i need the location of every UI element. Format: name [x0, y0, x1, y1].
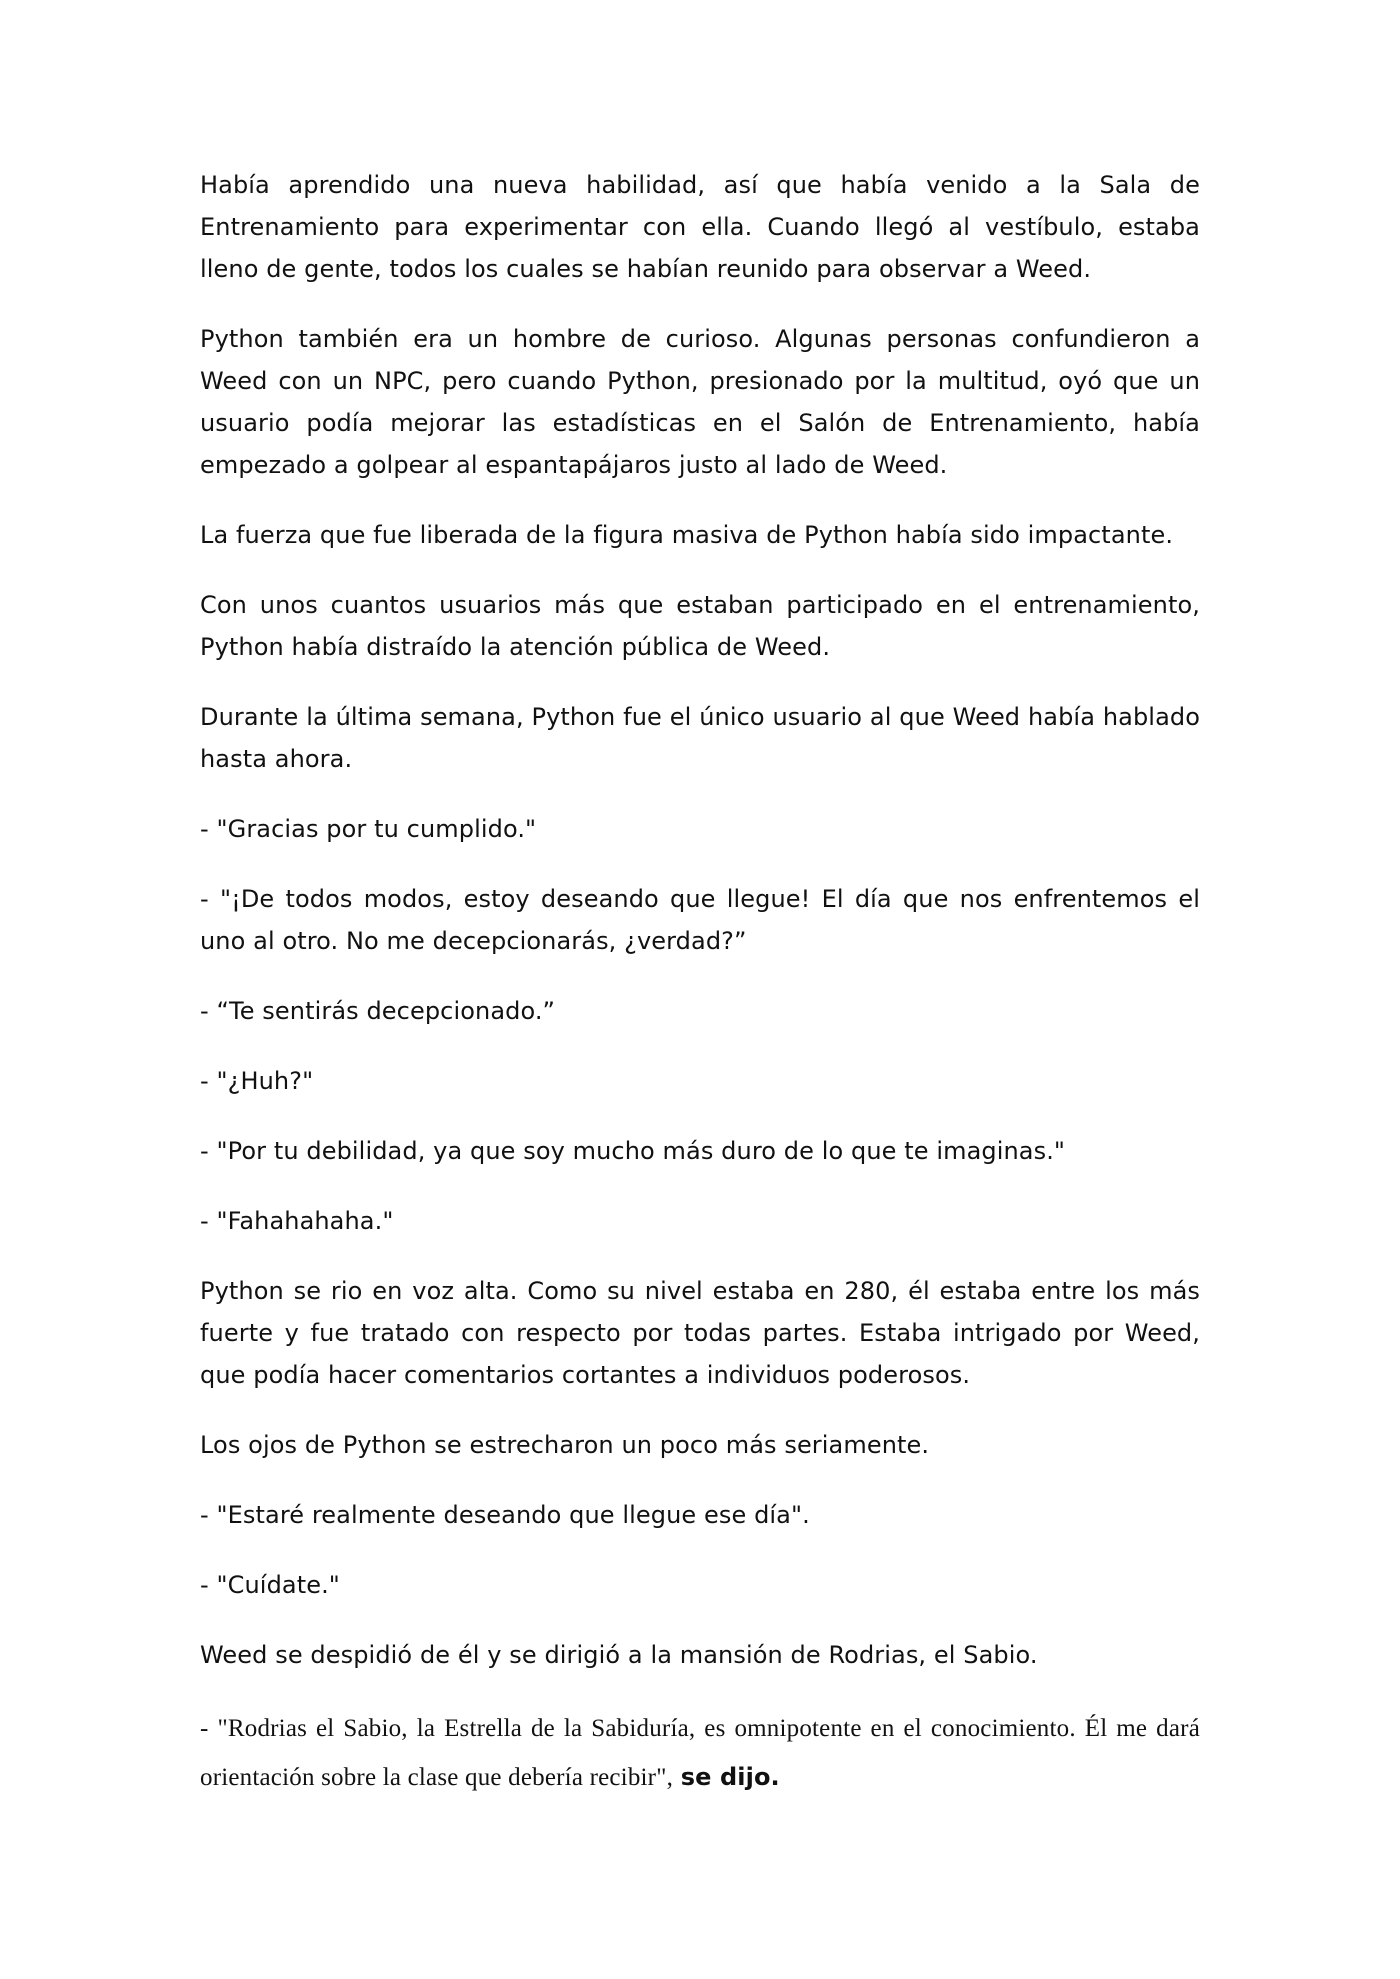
document-body	[200, 164, 1200, 1830]
paragraph: Los ojos de Python se estrecharon un poco más seriamente.	[200, 1431, 930, 1459]
final-tail-text: se dijo.	[680, 1763, 780, 1791]
dialogue-line: - "Fahahahaha."	[200, 1207, 394, 1235]
dialogue-line: - "¿Huh?"	[200, 1067, 314, 1095]
final-dialogue-paragraph	[200, 1704, 1200, 1802]
dialogue-line: - "Gracias por tu cumplido."	[200, 815, 537, 843]
paragraph: Python se rio en voz alta. Como su nivel estaba en 280, él estaba entre los más fuerte y fue tratado con respecto por todas partes. Estaba intrigado por Weed, que podía hacer comentarios cortantes a individuos poderosos.	[200, 1277, 1200, 1389]
dialogue-line: - "¡De todos modos, estoy deseando que llegue! El día que nos enfrentemos el uno al otro. No me decepcionarás, ¿verdad?”	[200, 885, 1200, 955]
dialogue-line: - "Por tu debilidad, ya que soy mucho más duro de lo que te imaginas."	[200, 1137, 1066, 1165]
paragraph: Python también era un hombre de curioso. Algunas personas confundieron a Weed con un NPC, pero cuando Python, presionado por la multitud, oyó que un usuario podía mejorar las estadísticas en el Salón de Entrenamiento, había empezado a golpear al espantapájaros justo al lado de Weed.	[200, 325, 1200, 479]
paragraph: La fuerza que fue liberada de la figura masiva de Python había sido impactante.	[200, 521, 1174, 549]
dialogue-line: - "Cuídate."	[200, 1571, 340, 1599]
dialogue-line: - “Te sentirás decepcionado.”	[200, 997, 556, 1025]
dialogue-line: - "Estaré realmente deseando que llegue ese día".	[200, 1501, 810, 1529]
paragraph: Con unos cuantos usuarios más que estaban participado en el entrenamiento, Python había distraído la atención pública de Weed.	[200, 591, 1200, 661]
final-quote-text: - "Rodrias el Sabio, la Estrella de la Sabiduría, es omnipotente en el conocimiento. Él me dará orientación sobre la clase que debería recibir",	[200, 1715, 1200, 1791]
paragraph: Weed se despidió de él y se dirigió a la mansión de Rodrias, el Sabio.	[200, 1641, 1038, 1669]
paragraph: Había aprendido una nueva habilidad, así que había venido a la Sala de Entrenamiento para experimentar con ella. Cuando llegó al vestíbulo, estaba lleno de gente, todos los cuales se habían reunido para observar a Weed.	[200, 171, 1200, 283]
paragraph: Durante la última semana, Python fue el único usuario al que Weed había hablado hasta ahora.	[200, 703, 1200, 773]
